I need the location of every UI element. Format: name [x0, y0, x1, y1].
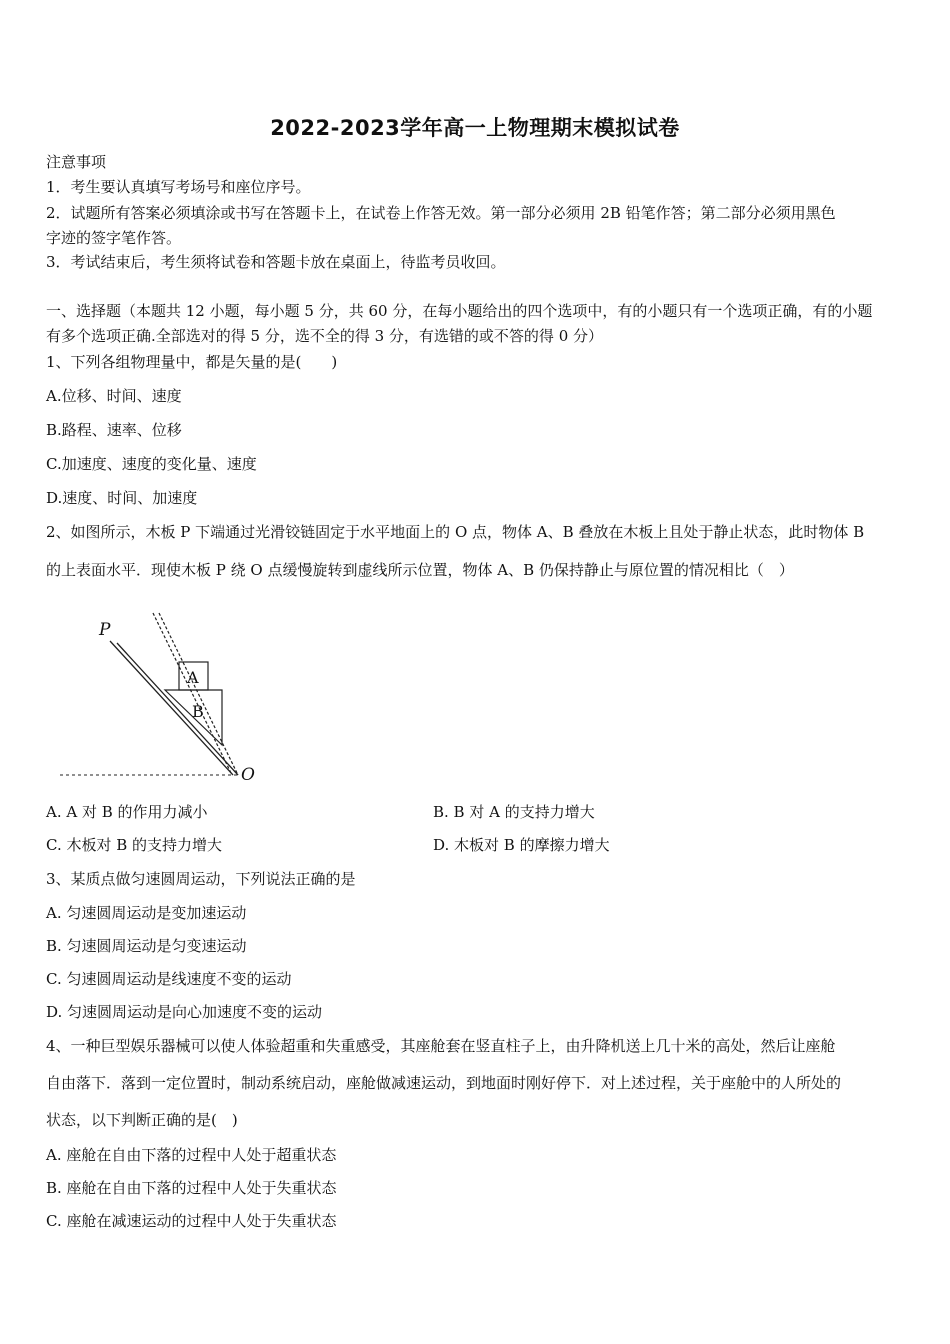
q3-option-a: A. 匀速圆周运动是变加速运动	[46, 904, 247, 922]
q2-option-a: A. A 对 B 的作用力减小	[46, 803, 208, 821]
notice-heading: 注意事项	[46, 153, 107, 171]
q3-option-d: D. 匀速圆周运动是向心加速度不变的运动	[46, 1003, 323, 1021]
q4-option-c: C. 座舱在减速运动的过程中人处于失重状态	[46, 1212, 337, 1230]
label-a: A	[187, 668, 199, 687]
q2-option-d: D. 木板对 B 的摩擦力增大	[433, 836, 610, 854]
q4-stem-line2: 自由落下．落到一定位置时，制动系统启动，座舱做减速运动，到地面时刚好停下．对上述过程，关于座舱中的人所处的	[46, 1074, 842, 1092]
notice-item-3: 3．考试结束后，考生须将试卷和答题卡放在桌面上，待监考员收回。	[46, 253, 506, 271]
section-intro-line1: 一、选择题（本题共 12 小题，每小题 5 分，共 60 分，在每小题给出的四个选项中，有的小题只有一个选项正确，有的小题	[46, 302, 873, 320]
q3-option-c: C. 匀速圆周运动是线速度不变的运动	[46, 970, 292, 988]
board-p-dashed	[159, 613, 238, 775]
q3-stem: 3、某质点做匀速圆周运动，下列说法正确的是	[46, 870, 356, 888]
q4-stem-line3: 状态，以下判断正确的是( )	[46, 1111, 238, 1129]
q1-option-d: D.速度、时间、加速度	[46, 489, 198, 507]
q2-option-b: B. B 对 A 的支持力增大	[433, 803, 595, 821]
q2-stem-line1: 2、如图所示，木板 P 下端通过光滑铰链固定于水平地面上的 O 点，物体 A、B 叠放在木板上且处于静止状态，此时物体 B	[46, 523, 865, 541]
label-p: P	[99, 620, 111, 640]
q2-stem-line2: 的上表面水平．现使木板 P 绕 O 点缓慢旋转到虚线所示位置，物体 A、B 仍保持静止与原位置的情况相比（ ）	[46, 561, 794, 579]
q1-stem: 1、下列各组物理量中，都是矢量的是( )	[46, 353, 338, 371]
notice-item-2-line2: 字迹的签字笔作答。	[46, 229, 182, 247]
q1-option-a: A.位移、时间、速度	[46, 387, 182, 405]
notice-item-1: 1．考生要认真填写考场号和座位序号。	[46, 178, 311, 196]
label-o: O	[241, 765, 255, 785]
q2-figure	[55, 605, 270, 790]
q3-option-b: B. 匀速圆周运动是匀变速运动	[46, 937, 247, 955]
notice-item-2-line1: 2．试题所有答案必须填涂或书写在答题卡上，在试卷上作答无效。第一部分必须用 2B 铅笔作答；第二部分必须用黑色	[46, 204, 836, 222]
q4-option-b: B. 座舱在自由下落的过程中人处于失重状态	[46, 1179, 337, 1197]
section-intro-line2: 有多个选项正确.全部选对的得 5 分，选不全的得 3 分，有选错的或不答的得 0 分）	[46, 327, 604, 345]
page-title: 2022-2023学年高一上物理期末模拟试卷	[270, 116, 680, 140]
q4-option-a: A. 座舱在自由下落的过程中人处于超重状态	[46, 1146, 337, 1164]
label-b: B	[192, 702, 204, 721]
q1-option-c: C.加速度、速度的变化量、速度	[46, 455, 257, 473]
q2-option-c: C. 木板对 B 的支持力增大	[46, 836, 223, 854]
q1-option-b: B.路程、速率、位移	[46, 421, 182, 439]
q4-stem-line1: 4、一种巨型娱乐器械可以使人体验超重和失重感受，其座舱套在竖直柱子上，由升降机送上几十米的高处，然后让座舱	[46, 1037, 836, 1055]
